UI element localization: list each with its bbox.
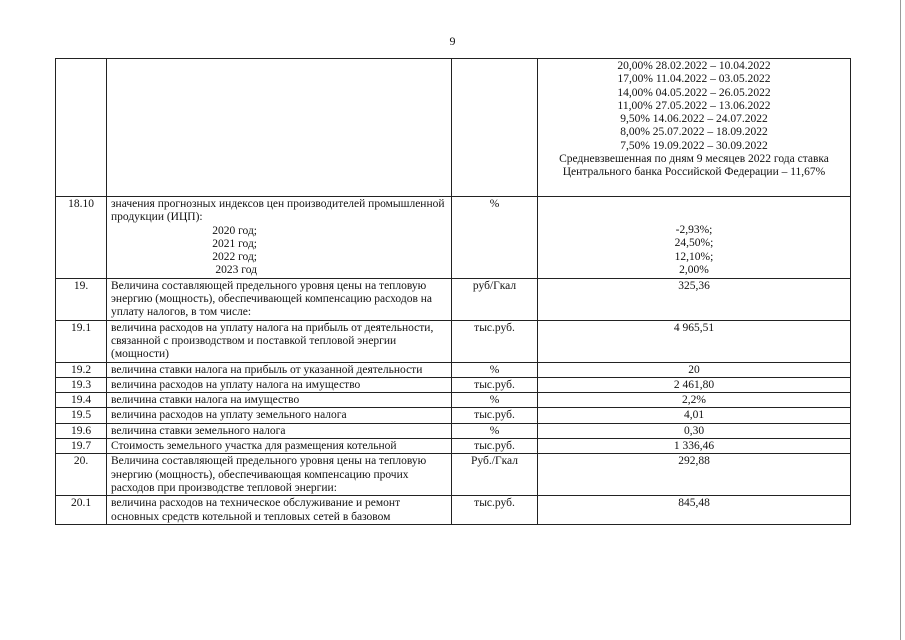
row-number: 19.	[56, 278, 107, 320]
row-description-cell	[107, 59, 452, 197]
table-row	[56, 320, 851, 362]
row-unit-cell	[452, 59, 538, 197]
row-unit: тыс.руб.	[452, 439, 538, 454]
table-row	[56, 393, 851, 408]
table-row	[56, 278, 851, 320]
row-value: 325,36	[538, 278, 851, 320]
row-number: 19.5	[56, 408, 107, 423]
row-number-cell	[56, 59, 107, 197]
year-label: 2023 год	[215, 264, 257, 277]
row-unit: Руб./Гкал	[452, 454, 538, 496]
row-value: 4,01	[538, 408, 851, 423]
table-row	[56, 454, 851, 496]
table-row	[56, 197, 851, 279]
year-value: 2,00%	[679, 263, 709, 276]
row-value: 0,30	[538, 423, 851, 438]
key-rate-periods-cell	[538, 59, 851, 197]
row-description: величина расходов на техническое обслуживание и ремонт основных средств котельной и тепловых сетей в базовом	[107, 496, 452, 525]
row-number: 19.3	[56, 377, 107, 392]
row-number: 19.7	[56, 439, 107, 454]
rate-line: 17,00% 11.04.2022 – 03.05.2022	[617, 73, 771, 86]
year-value: 24,50%;	[674, 237, 714, 250]
row-unit: %	[452, 197, 538, 279]
row-description-text: значения прогнозных индексов цен производителей промышленной продукции (ИЦП):	[111, 198, 445, 224]
year-label: 2021 год;	[212, 237, 257, 250]
row-description: Величина составляющей предельного уровня цены на тепловую энергию (мощность), обеспечивающая компенсацию прочих расходов при производстве тепловой энергии:	[107, 454, 452, 496]
row-number: 19.2	[56, 362, 107, 377]
table-row	[56, 59, 851, 197]
row-description: Стоимость земельного участка для размещения котельной	[107, 439, 452, 454]
tariff-table	[55, 58, 851, 525]
row-description: величина расходов на уплату налога на имущество	[107, 377, 452, 392]
table-row	[56, 362, 851, 377]
year-value: 12,10%;	[674, 250, 714, 263]
row-value: 20	[538, 362, 851, 377]
row-description: величина расходов на уплату земельного налога	[107, 408, 452, 423]
table-row	[56, 423, 851, 438]
row-number: 19.4	[56, 393, 107, 408]
row-unit: руб/Гкал	[452, 278, 538, 320]
row-value: 292,88	[538, 454, 851, 496]
row-value: 1 336,46	[538, 439, 851, 454]
row-unit: %	[452, 362, 538, 377]
page-edge-line	[900, 0, 901, 640]
row-number: 20.1	[56, 496, 107, 525]
rate-line: 7,50% 19.09.2022 – 30.09.2022	[620, 139, 768, 152]
row-number: 20.	[56, 454, 107, 496]
row-number: 19.1	[56, 320, 107, 362]
weighted-average-line: Средневзвешенная по дням 9 месяцев 2022 года ставка	[559, 153, 829, 166]
year-label: 2022 год;	[212, 251, 257, 264]
row-unit: тыс.руб.	[452, 496, 538, 525]
row-value: 2,2%	[538, 393, 851, 408]
row-unit: тыс.руб.	[452, 320, 538, 362]
table-row	[56, 496, 851, 525]
row-value: 4 965,51	[538, 320, 851, 362]
year-label: 2020 год;	[212, 224, 257, 237]
rate-line: 20,00% 28.02.2022 – 10.04.2022	[617, 60, 771, 72]
rate-line: 8,00% 25.07.2022 – 18.09.2022	[620, 126, 768, 139]
row-value: 2 461,80	[538, 377, 851, 392]
table-row	[56, 439, 851, 454]
row-description: величина ставки налога на прибыль от указанной деятельности	[107, 362, 452, 377]
row-unit: тыс.руб.	[452, 408, 538, 423]
row-description	[107, 197, 452, 279]
year-value: -2,93%;	[675, 224, 713, 236]
weighted-average-line: Центрального банка Российской Федерации – 11,67%	[562, 166, 826, 179]
rate-line: 14,00% 04.05.2022 – 26.05.2022	[617, 86, 771, 99]
row-unit: %	[452, 393, 538, 408]
table-row	[56, 408, 851, 423]
row-description: Величина составляющей предельного уровня цены на тепловую энергию (мощность), обеспечивающей компенсацию расходов на уплату налогов, в том числе:	[107, 278, 452, 320]
row-values	[538, 197, 851, 279]
table-row	[56, 377, 851, 392]
row-value: 845,48	[538, 496, 851, 525]
row-unit: тыс.руб.	[452, 377, 538, 392]
row-description: величина ставки налога на имущество	[107, 393, 452, 408]
rate-line: 11,00% 27.05.2022 – 13.06.2022	[617, 99, 771, 112]
row-description: величина ставки земельного налога	[107, 423, 452, 438]
row-unit: %	[452, 423, 538, 438]
row-description: величина расходов на уплату налога на прибыль от деятельности, связанной с производством и поставкой тепловой энергии (мощности)	[107, 320, 452, 362]
rate-line: 9,50% 14.06.2022 – 24.07.2022	[620, 113, 768, 126]
row-number: 19.6	[56, 423, 107, 438]
row-number: 18.10	[56, 197, 107, 279]
page-number: 9	[449, 34, 456, 48]
